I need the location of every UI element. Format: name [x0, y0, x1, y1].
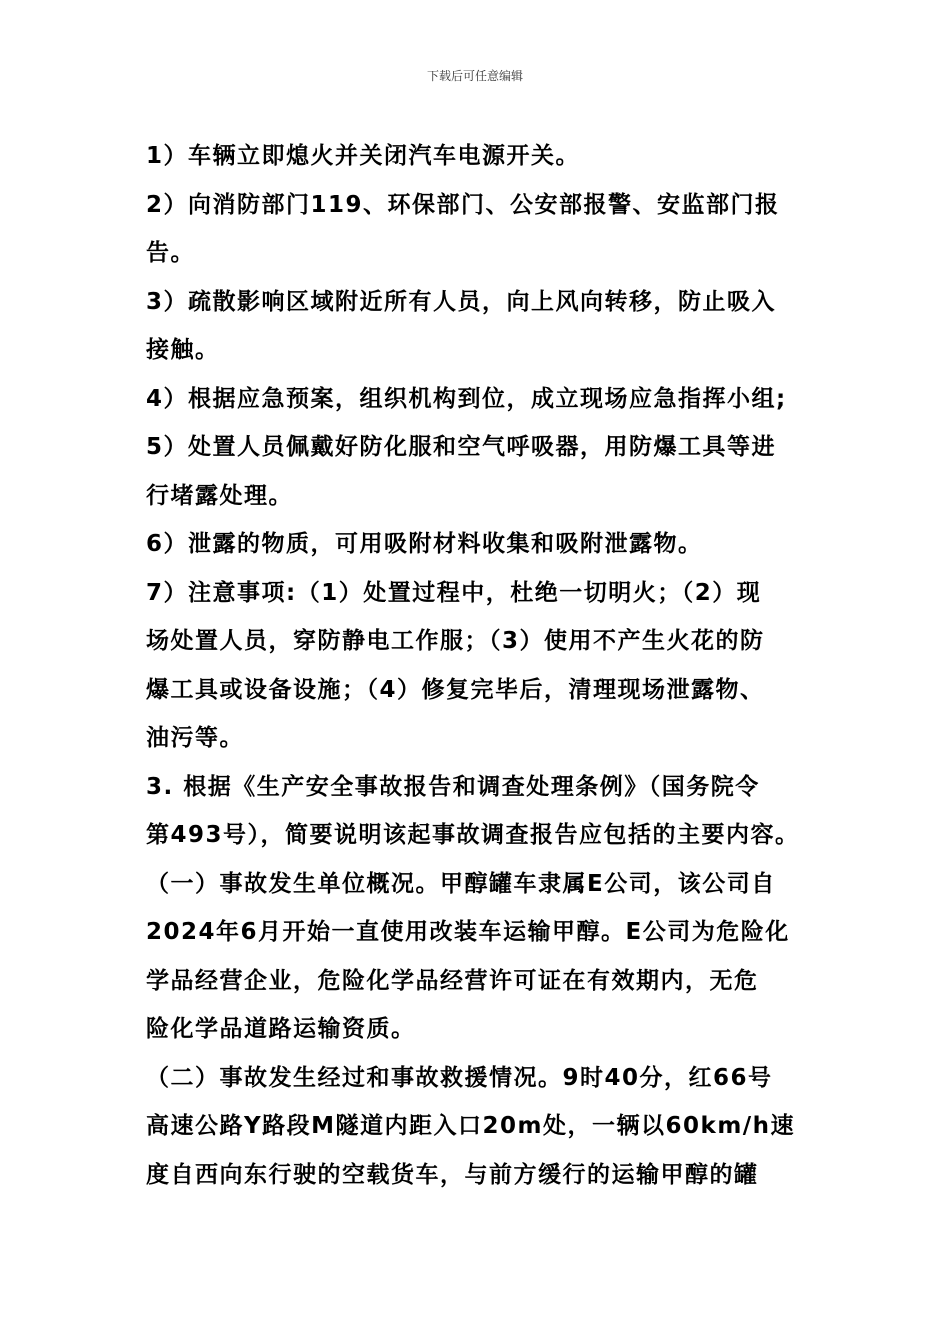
text-line: 7）注意事项:（1）处置过程中，杜绝一切明火；（2）现 [146, 579, 762, 606]
text-line: 爆工具或设备设施；（4）修复完毕后，清理现场泄露物、 [146, 676, 765, 703]
text-line: 1）车辆立即熄火并关闭汽车电源开关。 [146, 143, 581, 169]
text-line: 第493号），简要说明该起事故调查报告应包括的主要内容。 [146, 822, 800, 848]
text-line: 告。 [146, 240, 195, 266]
text-line: 行堵露处理。 [146, 482, 293, 509]
document-body [146, 132, 816, 1199]
text-line: 3）疏散影响区域附近所有人员，向上风向转移，防止吸入 [146, 288, 777, 315]
text-line: （二）事故发生经过和事故救援情况。9时40分，红66号 [146, 1064, 773, 1091]
text-line: 接触。 [146, 337, 220, 363]
text-line: 学品经营企业，危险化学品经营许可证在有效期内，无危 [146, 967, 759, 994]
text-line: 5）处置人员佩戴好防化服和空气呼吸器，用防爆工具等进 [146, 434, 777, 460]
page-header: 下载后可任意编辑 [426, 69, 523, 83]
text-line: 2024年6月开始一直使用改装车运输甲醇。E公司为危险化 [146, 919, 790, 945]
text-line: （一）事故发生单位概况。甲醇罐车隶属E公司，该公司自 [146, 870, 776, 897]
text-line: 6）泄露的物质，可用吸附材料收集和吸附泄露物。 [146, 531, 703, 557]
text-line: 高速公路Y路段M隧道内距入口20m处，一辆以60km/h速 [146, 1113, 796, 1139]
text-line: 4）根据应急预案，组织机构到位，成立现场应急指挥小组; [146, 385, 787, 412]
text-line: 2）向消防部门119、环保部门、公安部报警、安监部门报 [146, 191, 780, 218]
text-line: 油污等。 [146, 725, 244, 751]
text-line: 3. 根据《生产安全事故报告和调查处理条例》（国务院令 [146, 773, 760, 800]
text-line: 度自西向东行驶的空载货车，与前方缓行的运输甲醇的罐 [146, 1161, 759, 1188]
text-line: 场处置人员，穿防静电工作服；（3）使用不产生火花的防 [146, 628, 765, 654]
text-line: 险化学品道路运输资质。 [146, 1016, 416, 1042]
